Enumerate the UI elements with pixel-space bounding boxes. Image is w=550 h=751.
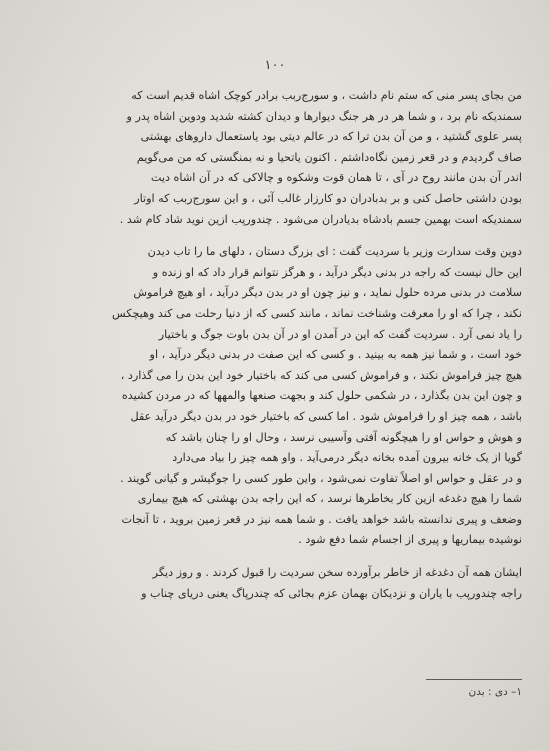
text-line: سمندیکه نام برد ، و شما هر در هر جنگ دیوارها و دیدان کشته شدید ودوین اشاه پدر و [126,109,522,123]
paragraph-3 [28,563,522,604]
text-line: سمندیکه است بهمین جسم بادشاه بدیادران می‌شود . چندورپب ازین نوید شاد کام شد . [119,212,522,226]
text-line: صاف گردیدم و در قعر زمین نگاه‌داشتم . اکنون یاتحیا و نه بمنگستی که من می‌گویم [136,150,522,164]
text-line: پسر علوی گشتید ، و من آن بدن ترا که در عالم دیتی بود یاستعمال داروهای بهشتی [140,130,522,144]
text-line: شما را هیچ دغدغه ازین کار بخاطرها نرسد ، که این راجه بدن بهشتی که هیچ بیماری [137,492,522,506]
footnote-divider [426,679,522,680]
text-line: وضعف و پیری ندانسته باشد خواهد یافت . و شما همه نیز در قعر زمین بروید ، تا آنجات [121,512,522,526]
text-line: و هوش و حواس او را هیچگونه آفتی وآسیبی نرسد ، وحال او را چنان باشد که [165,430,522,444]
text-line: و در عقل و حواس او اصلاً تفاوت نمی‌شود ، واین طور کسی را جوگیشر و گیانی گویند . [120,471,522,485]
text-line: بودن داشتی حاصل کنی و بر بدبادران دو کارزار غالب آئی ، و این سورج‌ربب که اوتار [134,191,522,205]
page-number: ۱۰۰ [264,58,286,73]
text-line: سلامت در بدنی مرده حلول نماید ، و نیز چون او در بدن دیگر درآید ، او هیچ فراموش [133,286,522,300]
paragraph-2 [28,242,522,551]
text-line: و چون این بدن بگذارد ، در شکمی حلول کند و بجهت صنعها والمهها که در مردن کشیده [121,389,522,403]
paragraph-gap [28,551,522,563]
text-line: گویا از یک خانه بیرون آمده بخانه دیگر درمی‌آید . واو همه چیز را بیاد می‌دارد [172,451,522,465]
paragraph-gap [28,230,522,242]
text-line: دوین وقت سدارت وزیر با سردیت گفت : ای بزرگ دستان ، دلهای ما را تاب دیدن [147,245,522,259]
text-line: این حال نیست که راجه در بدنی دیگر درآید ، و هرگز نتوانم قرار داد که او زنده و [152,265,522,279]
text-line: هیچ چیز فراموش نکند ، و فراموش کسی می کند که باختیار خود این بدن را می گذارد ، [120,368,522,382]
text-line: خود است ، و شما نیز همه به بینید . و کسی که این صفت در بدنی دیگر درآید ، او [149,348,522,362]
text-line: باشد ، همه چیز او را فراموش شود . اما کسی که باختیار خود در بدن دیگر درآید عقل [130,409,522,423]
paragraph-1 [28,86,522,230]
text-line: نکند ، چرا که او را معرفت وشناخت نماند ، مانند کسی که از دنیا رحلت می کند وهیچکس [112,306,522,320]
text-line: من بجای پسر منی که ستم نام داشت ، و سورج‌ربب برادر کوچک اشاه قدیم است که [131,89,522,102]
body-text [28,86,522,604]
footnote: ۱– دی : بدن [468,686,522,698]
text-line: راجه چندورپب با یاران و نزدیکان بهمان عزم بجائی که چندرپاگ یعنی دریای چناب و [141,586,522,600]
text-line: را یاد نمی آرد . سردیت گفت که این در آمدن او در آن بدن باوت جوگ و باختیار [158,327,522,341]
text-line: اندر آن بدن مانند روح در آی ، تا همان قوت وشکوه و چالاکی که در آن اشاه دیت [150,171,522,185]
text-line: ایشان همه آن دغدغه از خاطر برآورده سخن سردیت را قبول کردند . و روز دیگر [152,566,522,580]
text-line: نوشیده بیماریها و پیری از اجسام شما دفع شود . [298,533,522,547]
